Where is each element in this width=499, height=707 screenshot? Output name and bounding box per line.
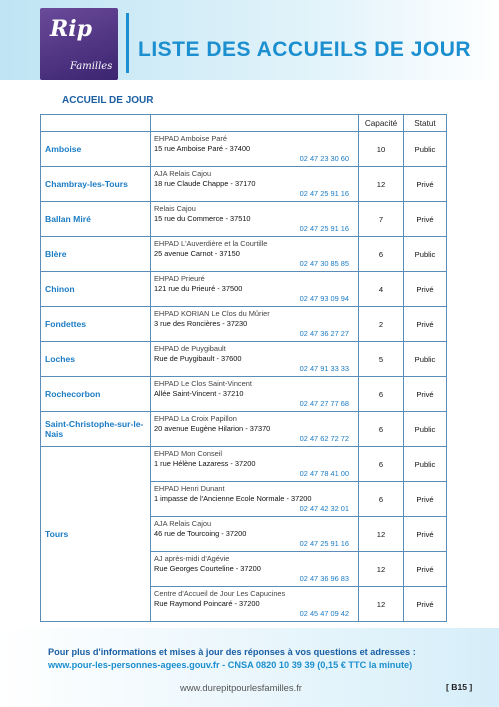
- table-row: [41, 202, 447, 237]
- capacity-cell: 6: [359, 412, 404, 447]
- table-row: [41, 447, 447, 482]
- establishment-phone[interactable]: 02 47 36 96 83: [299, 574, 349, 583]
- capacity-cell: 6: [359, 377, 404, 412]
- city-cell: Tours: [41, 447, 151, 622]
- establishment-cell: [151, 552, 359, 587]
- establishment-name: EHPAD L'Auverdière et la Courtille: [154, 239, 268, 248]
- table-row: [41, 342, 447, 377]
- capacity-cell: 12: [359, 587, 404, 622]
- section-title: ACCUEIL DE JOUR: [62, 95, 154, 106]
- city-cell: Ballan Miré: [41, 202, 151, 237]
- establishment-cell: [151, 447, 359, 482]
- establishment-name: AJA Relais Cajou: [154, 519, 212, 528]
- establishment-phone[interactable]: 02 47 30 85 85: [299, 259, 349, 268]
- establishment-name: AJA Relais Cajou: [154, 169, 212, 178]
- establishment-cell: [151, 377, 359, 412]
- capacity-cell: 12: [359, 552, 404, 587]
- title-divider: [126, 13, 129, 73]
- establishment-name: EHPAD Henri Dunant: [154, 484, 225, 493]
- capacity-cell: 6: [359, 482, 404, 517]
- status-cell: Privé: [404, 517, 447, 552]
- capacity-cell: 12: [359, 517, 404, 552]
- table-header-row: [41, 115, 447, 132]
- capacity-cell: 6: [359, 447, 404, 482]
- table-row: [41, 167, 447, 202]
- city-cell: Chinon: [41, 272, 151, 307]
- establishment-phone[interactable]: 02 47 42 32 01: [299, 504, 349, 513]
- establishment-address: 15 rue du Commerce - 37510: [154, 214, 251, 223]
- establishment-address: 15 rue Amboise Paré - 37400: [154, 144, 251, 153]
- capacity-cell: 4: [359, 272, 404, 307]
- establishment-cell: [151, 517, 359, 552]
- establishment-name: EHPAD de Puygibault: [154, 344, 226, 353]
- establishment-phone[interactable]: 02 47 25 91 16: [299, 224, 349, 233]
- establishment-phone[interactable]: 02 47 27 77 68: [299, 399, 349, 408]
- establishment-name: EHPAD Mon Conseil: [154, 449, 223, 458]
- table-row: [41, 237, 447, 272]
- status-cell: Privé: [404, 167, 447, 202]
- website-link[interactable]: www.durepitpourlesfamilles.fr: [180, 682, 302, 693]
- establishment-phone[interactable]: 02 47 25 91 16: [299, 539, 349, 548]
- establishment-address: Rue Raymond Poincaré - 37200: [154, 599, 260, 608]
- status-cell: Privé: [404, 482, 447, 517]
- city-cell: Blère: [41, 237, 151, 272]
- establishment-address: 3 rue des Roncières - 37230: [154, 319, 248, 328]
- establishment-address: 1 impasse de l'Ancienne Ecole Normale - 37200: [154, 494, 312, 503]
- establishment-address: Rue Georges Courteline - 37200: [154, 564, 261, 573]
- table-row: [41, 307, 447, 342]
- column-header-status: Statut: [404, 115, 447, 132]
- city-cell: Rochecorbon: [41, 377, 151, 412]
- capacity-cell: 5: [359, 342, 404, 377]
- establishment-name: EHPAD Amboise Paré: [154, 134, 227, 143]
- capacity-cell: 12: [359, 167, 404, 202]
- establishment-cell: [151, 202, 359, 237]
- logo: [40, 8, 118, 80]
- city-cell: Saint-Christophe-sur-le-Nais: [41, 412, 151, 447]
- status-cell: Public: [404, 237, 447, 272]
- capacity-cell: 7: [359, 202, 404, 237]
- logo-wordmark: Familles: [70, 61, 113, 72]
- capacity-cell: 6: [359, 237, 404, 272]
- table-row: [41, 412, 447, 447]
- column-header-city: [41, 115, 151, 132]
- status-cell: Public: [404, 412, 447, 447]
- establishment-address: 25 avenue Carnot - 37150: [154, 249, 240, 258]
- establishment-name: Centre d'Accueil de Jour Les Capucines: [154, 589, 286, 598]
- establishment-address: 18 rue Claude Chappe - 37170: [154, 179, 256, 188]
- status-cell: Privé: [404, 552, 447, 587]
- establishment-phone[interactable]: 02 47 23 30 60: [299, 154, 349, 163]
- status-cell: Privé: [404, 587, 447, 622]
- establishment-address: 20 avenue Eugène Hilarion - 37370: [154, 424, 271, 433]
- column-header-capacity: Capacité: [359, 115, 404, 132]
- capacity-cell: 10: [359, 132, 404, 167]
- table-row: [41, 272, 447, 307]
- status-cell: Privé: [404, 377, 447, 412]
- status-cell: Privé: [404, 307, 447, 342]
- establishment-address: 1 rue Hélène Lazaress - 37200: [154, 459, 256, 468]
- establishment-cell: [151, 272, 359, 307]
- establishment-phone[interactable]: 02 47 25 91 16: [299, 189, 349, 198]
- establishment-phone[interactable]: 02 47 93 09 94: [299, 294, 349, 303]
- establishment-name: Relais Cajou: [154, 204, 196, 213]
- establishment-phone[interactable]: 02 47 91 33 33: [299, 364, 349, 373]
- city-cell: Amboise: [41, 132, 151, 167]
- establishment-cell: [151, 237, 359, 272]
- page-number: [ B15 ]: [446, 682, 473, 692]
- status-cell: Privé: [404, 202, 447, 237]
- establishment-cell: [151, 412, 359, 447]
- establishment-address: 121 rue du Prieuré - 37500: [154, 284, 243, 293]
- status-cell: Public: [404, 342, 447, 377]
- info-link-line[interactable]: www.pour-les-personnes-agees.gouv.fr - CNSA 0820 10 39 39 (0,15 € TTC la minute): [48, 660, 413, 670]
- column-header-establishment: [151, 115, 359, 132]
- establishment-phone[interactable]: 02 45 47 09 42: [299, 609, 349, 618]
- status-cell: Public: [404, 132, 447, 167]
- logo-mark: Rip: [50, 16, 93, 42]
- establishment-name: AJ après-midi d'Agévie: [154, 554, 230, 563]
- establishment-cell: [151, 342, 359, 377]
- establishment-phone[interactable]: 02 47 36 27 27: [299, 329, 349, 338]
- establishment-address: Rue de Puygibault - 37600: [154, 354, 242, 363]
- table-body: [41, 132, 447, 622]
- establishment-phone[interactable]: 02 47 78 41 00: [299, 469, 349, 478]
- establishment-phone[interactable]: 02 47 62 72 72: [299, 434, 349, 443]
- table-row: [41, 132, 447, 167]
- establishment-cell: [151, 132, 359, 167]
- info-line: Pour plus d'informations et mises à jour des réponses à vos questions et adresses :: [48, 647, 416, 657]
- establishment-name: EHPAD KORIAN Le Clos du Mûrier: [154, 309, 270, 318]
- city-cell: Loches: [41, 342, 151, 377]
- establishment-cell: [151, 482, 359, 517]
- establishment-cell: [151, 167, 359, 202]
- status-cell: Privé: [404, 272, 447, 307]
- establishment-cell: [151, 587, 359, 622]
- page-title: LISTE DES ACCUEILS DE JOUR: [138, 38, 472, 61]
- day-care-table: [40, 114, 447, 622]
- establishment-name: EHPAD La Croix Papillon: [154, 414, 237, 423]
- city-cell: Chambray-les-Tours: [41, 167, 151, 202]
- table-row: [41, 377, 447, 412]
- establishment-name: EHPAD Prieuré: [154, 274, 205, 283]
- establishment-cell: [151, 307, 359, 342]
- status-cell: Public: [404, 447, 447, 482]
- capacity-cell: 2: [359, 307, 404, 342]
- establishment-address: Allée Saint-Vincent - 37210: [154, 389, 244, 398]
- establishment-address: 46 rue de Tourcoing - 37200: [154, 529, 247, 538]
- establishment-name: EHPAD Le Clos Saint-Vincent: [154, 379, 252, 388]
- city-cell: Fondettes: [41, 307, 151, 342]
